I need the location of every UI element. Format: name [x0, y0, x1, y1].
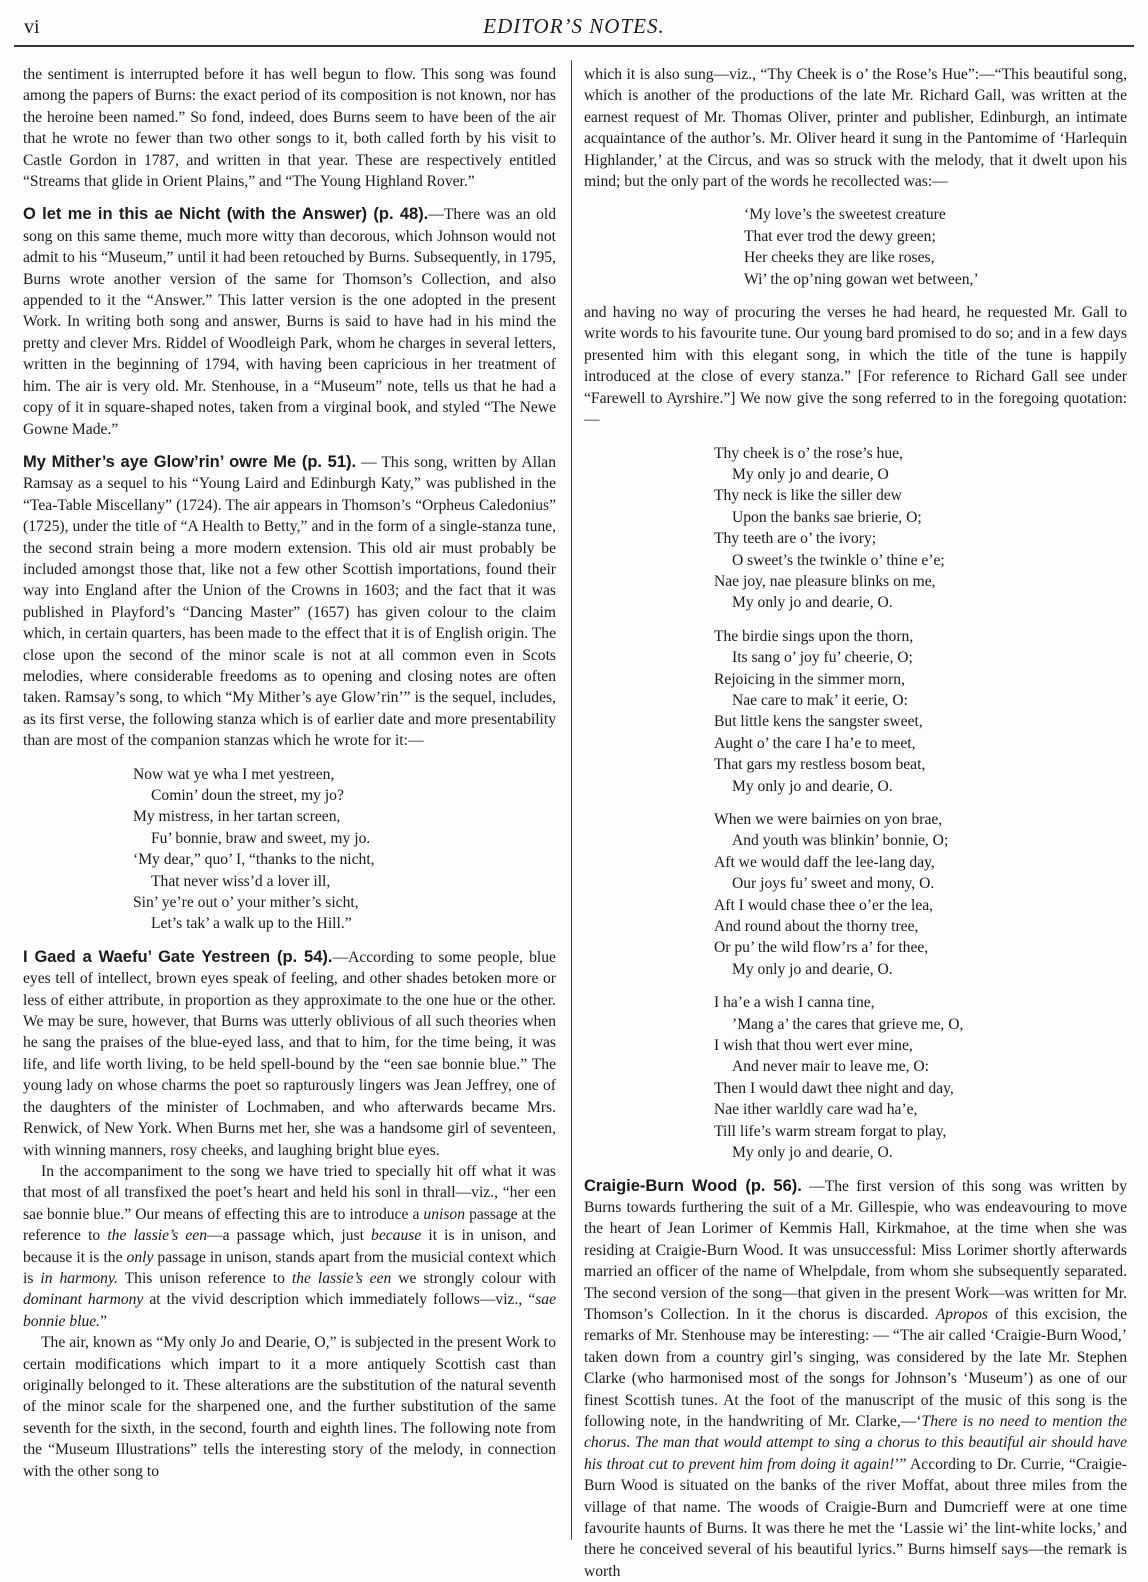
column-divider [571, 60, 572, 1540]
body-text: ” [100, 1313, 107, 1330]
body-text: we strongly colour with [391, 1270, 556, 1287]
body-text: passage at the reference to [23, 1206, 556, 1244]
verse-line: Its sang o’ joy fu’ cheerie, O; [714, 647, 1127, 668]
body-text: passage in unison, stands apart from the musicial context which is [23, 1249, 556, 1287]
verse-line: ‘My love’s the sweetest creature [744, 204, 1127, 225]
verse-line: ‘My dear,” quo’ I, “thanks to the nicht, [133, 849, 556, 870]
verse-quotation [744, 204, 1127, 290]
stanza [744, 204, 1127, 290]
stanza [714, 626, 1127, 797]
verse-line: My mistress, in her tartan screen, [133, 806, 556, 827]
verse-line: That never wiss’d a lover ill, [133, 871, 556, 892]
verse-line: And youth was blinkin’ bonnie, O; [714, 830, 1127, 851]
section-heading: I Gaed a Waefu’ Gate Yestreen (p. 54). [23, 948, 332, 966]
verse-line: Comin’ doun the street, my jo? [133, 785, 556, 806]
verse-quotation [133, 764, 556, 935]
italic-text: Apropos [936, 1306, 988, 1323]
verse-line: Wi’ the op’ning gowan wet between,’ [744, 269, 1127, 290]
verse-line: Sin’ ye’re out o’ your mither’s sicht, [133, 892, 556, 913]
body-text: —According to some people, blue eyes tell of intellect, brown eyes speak of feeling, and other shades betoken more or less of either attribute, in proportion as they approximate to the one hue or the other. We may be sure, however, that Burns was utterly oblivious of all such theories when he sang the praises of the blue-eyed lass, and that to him, for the time being, it was life, and life worth living, to be held spell-bound by the “een sae bonnie blue.” The young lady on whose charms the poet so rapturously lingers was Jean Jeffrey, one of the daughters of the minister of Lochmaben, and who afterwards became Mrs. Renwick, of New York. When Burns met her, she was a handsome girl of seventeen, with winning manners, rosy cheeks, and laughing bright blue eyes. [23, 949, 556, 1159]
body-text: and having no way of procuring the verses he had heard, he requested Mr. Gall to write words to his favourite tune. Our young bard promised to do so; and in a few days presented him with this elegant song, in which the title of the tune is happily introduced at the close of every stanza.” [For reference to Richard Gall see under “Farewell to Ayrshire.”] We now give the song referred to in the foregoing quotation:— [584, 304, 1127, 428]
verse-line: Aft I would chase thee o’er the lea, [714, 895, 1127, 916]
verse-quotation [714, 443, 1127, 1164]
stanza [133, 764, 556, 935]
body-text: The air, known as “My only Jo and Dearie, O,” is subjected in the present Work to certain modifications which impart to it a more antiquely Scottish cast than originally belonged to it. These alterations are the substitution of the natural seventh of the minor scale for the sharpened one, and the further substitution of the same seventh for the sixth, in the second, fourth and eighth lines. The following note from the “Museum Illustrations” tells the interesting story of the melody, in connection with the other song to [23, 1334, 556, 1479]
body-text: ’” According to Dr. Currie, “Craigie-Burn Wood is situated on the banks of the river Moffat, about three miles from the village of that name. The woods of Craigie-Burn and Dumcrieff were at one time favourite haunts of Burns. It was there he met the ‘Lassie wi’ the lint-white locks,’ and there he conceived several of his beautiful lyrics.” Burns himself says—the remark is worth [584, 1456, 1127, 1580]
body-text: of this excision, the remarks of Mr. Stenhouse may be interesting: — “The air called ‘Craigie-Burn Wood,’ taken down from a country girl’s singing, was considered by the late Mr. Stephen Clarke (who harmonised most of the songs for Johnson’s ‘Museum’) as one of our finest Scottish tunes. At the foot of the manuscript of the music of this song is the following note, in the handwriting of Mr. Clarke,—‘ [584, 1306, 1127, 1430]
verse-line: Our joys fu’ sweet and mony, O. [714, 873, 1127, 894]
stanza [714, 443, 1127, 614]
verse-line: Let’s tak’ a walk up to the Hill.” [133, 913, 556, 934]
running-title: EDITOR’S NOTES. [0, 14, 1148, 39]
page-number: vi [24, 16, 40, 39]
verse-line: My only jo and dearie, O. [714, 1142, 1127, 1163]
italic-text: because [371, 1227, 421, 1244]
stanza [714, 992, 1127, 1163]
verse-line: Nae ither warldly care wad ha’e, [714, 1099, 1127, 1120]
note-section [584, 1176, 1127, 1582]
section-heading: O let me in this ae Nicht (with the Answer) (p. 48). [23, 205, 428, 223]
italic-text: There is no need to mention the chorus. The man that would attempt to sing a chorus to this beautiful air should have his throat cut to prevent him from doing it again! [584, 1413, 1127, 1473]
verse-line: Now wat ye wha I met yestreen, [133, 764, 556, 785]
paragraph [584, 302, 1127, 430]
verse-line: I ha’e a wish I canna tine, [714, 992, 1127, 1013]
verse-line: And round about the thorny tree, [714, 916, 1127, 937]
verse-line: That ever trod the dewy green; [744, 226, 1127, 247]
verse-line: Then I would dawt thee night and day, [714, 1078, 1127, 1099]
header-rule [14, 45, 1134, 47]
verse-line: O sweet’s the twinkle o’ thine e’e; [714, 550, 1127, 571]
body-text: it is in unison, and because it is the [23, 1227, 556, 1265]
italic-text: sae bonnie blue. [23, 1291, 556, 1329]
verse-line: Nae joy, nae pleasure blinks on me, [714, 571, 1127, 592]
body-text: —There was an old song on this same theme, much more witty than decorous, which Johnson would not admit to his “Museum,” until it had been retouched by Burns. Subsequently, in 1795, Burns wrote another version of the same for Thomson’s Collection, and also appended to it the “Answer.” This latter version is the one adopted in the present Work. In writing both song and answer, Burns is said to have had in his mind the pretty and clever Mrs. Riddel of Woodleigh Park, whom he charges in several letters, written in the beginning of 1794, with having been capricious in her treatment of him. The air is very old. Mr. Stenhouse, in a “Museum” note, tells us that he had a copy of it in square-shaped notes, taken from a virginal book, and styled “The Newe Gowne Made.” [23, 206, 556, 437]
paragraph [23, 1161, 556, 1332]
verse-line: Thy cheek is o’ the rose’s hue, [714, 443, 1127, 464]
body-text: at the vivid description which immediately follows—viz., “ [143, 1291, 535, 1308]
verse-line: I wish that thou wert ever mine, [714, 1035, 1127, 1056]
verse-line: Her cheeks they are like roses, [744, 247, 1127, 268]
body-text: This unison reference to [118, 1270, 292, 1287]
italic-text: only [127, 1249, 154, 1266]
body-text: In the accompaniment to the song we have tried to specially hit off what it was that most of all transfixed the poet’s heart and held his sonl in thrall—viz., “her een sae bonnie blue.” Our means of effecting this are to introduce a [23, 1163, 556, 1223]
italic-text: the lassie’s een [292, 1270, 391, 1287]
paragraph [23, 1332, 556, 1482]
verse-line: Thy teeth are o’ the ivory; [714, 528, 1127, 549]
section-heading: Craigie-Burn Wood (p. 56). [584, 1177, 802, 1195]
body-text: —a passage which, just [207, 1227, 371, 1244]
italic-text: dominant harmony [23, 1291, 143, 1308]
verse-line: Rejoicing in the simmer morn, [714, 669, 1127, 690]
verse-line: My only jo and dearie, O. [714, 592, 1127, 613]
note-section [23, 947, 556, 1161]
note-section [23, 452, 556, 752]
body-text: which it is also sung—viz., “Thy Cheek is o’ the Rose’s Hue”:—“This beautiful song, which is another of the productions of the late Mr. Richard Gall, was written at the earnest request of Mr. Thomas Oliver, printer and publisher, Edinburgh, an intimate acquaintance of the author’s. Mr. Oliver heard it sung in the Pantomime of ‘Harlequin Highlander,’ at the Circus, and was so struck with the melody, that it dwelt upon his mind; but the only part of the words he recollected was:— [584, 66, 1127, 190]
italic-text: unison [423, 1206, 465, 1223]
verse-line: When we were bairnies on yon brae, [714, 809, 1127, 830]
verse-line: Thy neck is like the siller dew [714, 485, 1127, 506]
paragraph [23, 64, 556, 192]
left-column [23, 64, 556, 1482]
verse-line: ’Mang a’ the cares that grieve me, O, [714, 1014, 1127, 1035]
verse-line: Upon the banks sae brierie, O; [714, 507, 1127, 528]
right-column [584, 64, 1127, 1582]
verse-line: The birdie sings upon the thorn, [714, 626, 1127, 647]
verse-line: Aught o’ the care I ha’e to meet, [714, 733, 1127, 754]
verse-line: And never mair to leave me, O: [714, 1056, 1127, 1077]
body-text: — This song, written by Allan Ramsay as a sequel to his “Young Laird and Edinburgh Katy,” was published in the “Tea-Table Miscellany” (1724). The air appears in Thomson’s “Orpheus Caledonius” (1725), under the title of “A Health to Betty,” and in the form of a single-stanza tune, the second strain being a more modern extension. This old air must probably be included amongst those that, like not a few other Scottish importations, found their way into England after the Union of the Crowns in 1603; and the fact that it was published in Playford’s “Dancing Master” (1657) has given colour to the claim which, in certain quarters, has been made to the effect that it is of English origin. The close upon the second of the minor scale is not at all common even in Scots melodies, where considerable freedoms as to opening and closing notes are often taken. Ramsay’s song, to which “My Mither’s aye Glow’rin’” is the sequel, includes, as its first verse, the following stanza which is of earlier date and more presentability than are most of the companion stanzas which he wrote for it:— [23, 454, 556, 749]
body-text: the sentiment is interrupted before it has well begun to flow. This song was found among the papers of Burns: the exact period of its composition is not known, nor has the heroine been named.” So fond, indeed, does Burns seem to have been of the air that he wrote no fewer than two other songs to it, both called forth by his visit to Castle Gordon in 1787, and written in that year. These are respectively entitled “Streams that glide in Orient Plains,” and “The Young Highland Rover.” [23, 66, 556, 190]
verse-line: My only jo and dearie, O [714, 464, 1127, 485]
verse-line: But little kens the sangster sweet, [714, 711, 1127, 732]
verse-line: Till life’s warm stream forgat to play, [714, 1121, 1127, 1142]
section-heading: My Mither’s aye Glow’rin’ owre Me (p. 51). [23, 453, 356, 471]
verse-line: My only jo and dearie, O. [714, 959, 1127, 980]
verse-line: Fu’ bonnie, braw and sweet, my jo. [133, 828, 556, 849]
verse-line: Nae care to mak’ it eerie, O: [714, 690, 1127, 711]
note-section [23, 204, 556, 439]
italic-text: the lassie’s een [107, 1227, 207, 1244]
body-text: —The first version of this song was written by Burns towards furthering the suit of a Mr. Gillespie, who was endeavouring to move the heart of Jean Lorimer of Kemmis Hall, Kirkmahoe, at the time when she was residing at Craigie-Burn Wood. It was unsuccessful: Miss Lorimer shortly afterwards married an officer of the name of Whelpdale, from whom she subsequently separated. The second version of the song—that given in the present Work—was written for Mr. Thomson’s Collection. In it the chorus is discarded. [584, 1178, 1127, 1323]
italic-text: in harmony. [40, 1270, 118, 1287]
verse-line: Or pu’ the wild flow’rs a’ for thee, [714, 937, 1127, 958]
stanza [714, 809, 1127, 980]
paragraph [584, 64, 1127, 192]
verse-line: My only jo and dearie, O. [714, 776, 1127, 797]
verse-line: That gars my restless bosom beat, [714, 754, 1127, 775]
verse-line: Aft we would daff the lee-lang day, [714, 852, 1127, 873]
